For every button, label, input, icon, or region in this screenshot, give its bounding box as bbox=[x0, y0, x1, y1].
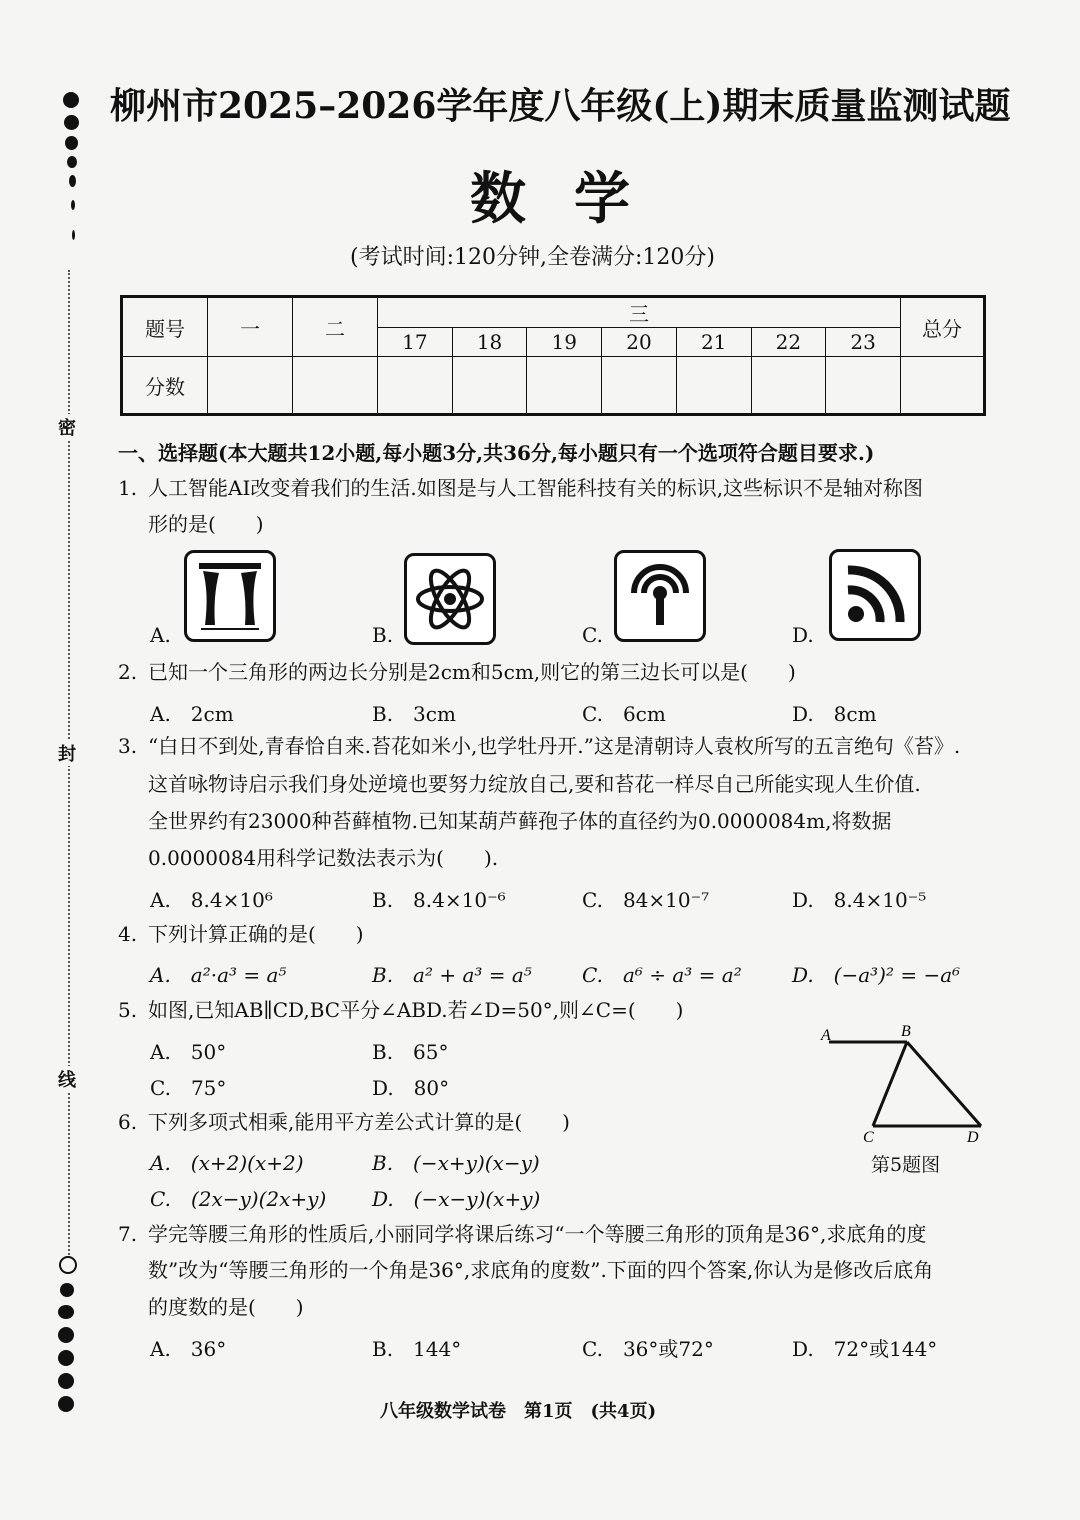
question-1-line2: 形的是( ) bbox=[148, 512, 264, 536]
question-text: 下列计算正确的是( ) bbox=[148, 922, 364, 946]
binding-dot bbox=[58, 1396, 74, 1412]
question-number: 6. bbox=[118, 1110, 138, 1134]
binding-dot bbox=[63, 92, 79, 108]
sub-col: 19 bbox=[527, 328, 602, 357]
q1-option-a-label: A. bbox=[150, 623, 171, 647]
binding-dot bbox=[58, 1305, 74, 1319]
point-a-label: A bbox=[821, 1027, 831, 1044]
option-d[interactable]: D. 80° bbox=[372, 1076, 450, 1100]
option-b[interactable]: B. 144° bbox=[372, 1337, 462, 1361]
option-c[interactable]: C. a⁶ ÷ a³ = a² bbox=[582, 963, 742, 987]
question-text: 已知一个三角形的两边长分别是2cm和5cm,则它的第三边长可以是( ) bbox=[148, 660, 796, 684]
question-3 bbox=[118, 732, 960, 760]
point-b-label: B bbox=[901, 1023, 911, 1040]
sub-col: 22 bbox=[751, 328, 826, 357]
option-a[interactable]: A. a²·a³ = a⁵ bbox=[150, 963, 287, 987]
score-cell[interactable] bbox=[452, 357, 527, 415]
binding-dot bbox=[69, 175, 76, 187]
option-a[interactable]: A. 36° bbox=[150, 1337, 227, 1361]
page-footer: 八年级数学试卷 第1页 (共4页) bbox=[380, 1401, 657, 1422]
question-number: 2. bbox=[118, 660, 138, 684]
sub-col: 20 bbox=[602, 328, 677, 357]
question-1 bbox=[118, 474, 923, 502]
question-number: 5. bbox=[118, 998, 138, 1022]
col-part-2: 二 bbox=[293, 297, 378, 357]
score-cell[interactable] bbox=[293, 357, 378, 415]
figure-caption: 第5题图 bbox=[871, 1154, 941, 1176]
line-bc bbox=[873, 1042, 907, 1126]
option-b[interactable]: B. (−x+y)(x−y) bbox=[372, 1151, 540, 1175]
option-b[interactable]: B. 65° bbox=[372, 1040, 449, 1064]
question-7-line3: 的度数的是( ) bbox=[148, 1295, 304, 1319]
question-number: 7. bbox=[118, 1222, 138, 1246]
question-number: 4. bbox=[118, 922, 138, 946]
option-b[interactable]: B. 3cm bbox=[372, 702, 456, 726]
question-3-line4: 0.0000084用科学记数法表示为( ). bbox=[148, 846, 499, 870]
sub-col: 21 bbox=[676, 328, 751, 357]
exam-info: (考试时间:120分钟,全卷满分:120分) bbox=[350, 245, 715, 270]
option-c[interactable]: C. 6cm bbox=[582, 702, 666, 726]
binding-dot bbox=[67, 156, 77, 168]
binding-dot bbox=[58, 1373, 74, 1389]
margin-char-mi: 密 bbox=[58, 414, 76, 440]
question-3-line2: 这首咏物诗启示我们身处逆境也要努力绽放自己,要和苔花一样尽自己所能实现人生价值. bbox=[148, 772, 921, 796]
option-a[interactable]: A. 50° bbox=[150, 1040, 227, 1064]
option-c[interactable]: C. 84×10⁻⁷ bbox=[582, 888, 710, 912]
option-c[interactable]: C. 75° bbox=[150, 1076, 227, 1100]
option-a[interactable]: A. (x+2)(x+2) bbox=[150, 1151, 304, 1175]
question-number: 3. bbox=[118, 734, 138, 758]
option-a[interactable]: A. 8.4×10⁶ bbox=[150, 888, 273, 912]
q1-option-c-label: C. bbox=[582, 623, 603, 647]
question-5 bbox=[118, 996, 683, 1024]
binding-dot bbox=[58, 1327, 74, 1343]
atom-icon[interactable] bbox=[404, 553, 496, 645]
question-4 bbox=[118, 920, 364, 948]
question-6 bbox=[118, 1108, 570, 1136]
option-d[interactable]: D. 72°或144° bbox=[792, 1337, 938, 1361]
question-7 bbox=[118, 1220, 926, 1248]
q5-figure bbox=[815, 1020, 995, 1180]
question-text: 下列多项式相乘,能用平方差公式计算的是( ) bbox=[148, 1110, 570, 1134]
margin-char-xian: 线 bbox=[58, 1066, 76, 1092]
question-2 bbox=[118, 658, 796, 686]
score-cell[interactable] bbox=[826, 357, 901, 415]
rss-icon[interactable] bbox=[829, 549, 921, 641]
question-7-line2: 数”改为“等腰三角形的一个角是36°,求底角的度数”.下面的四个答案,你认为是修改后底角 bbox=[148, 1258, 934, 1282]
binding-circle bbox=[59, 1256, 77, 1274]
binding-dot bbox=[65, 136, 78, 150]
score-cell[interactable] bbox=[751, 357, 826, 415]
q1-option-d-label: D. bbox=[792, 623, 814, 647]
curtain-icon[interactable] bbox=[184, 550, 276, 642]
question-number-label: 题号 bbox=[122, 297, 208, 357]
sub-col: 17 bbox=[378, 328, 453, 357]
q1-option-b-label: B. bbox=[372, 623, 394, 647]
option-a[interactable]: A. 2cm bbox=[150, 702, 234, 726]
score-cell[interactable] bbox=[602, 357, 677, 415]
score-cell[interactable] bbox=[901, 357, 985, 415]
question-number: 1. bbox=[118, 476, 138, 500]
margin-char-feng: 封 bbox=[58, 740, 76, 766]
score-cell[interactable] bbox=[676, 357, 751, 415]
binding-dot bbox=[60, 1283, 74, 1297]
option-c[interactable]: C. 36°或72° bbox=[582, 1337, 714, 1361]
binding-dot bbox=[71, 200, 75, 210]
subject-title: 数学 bbox=[470, 166, 678, 232]
point-d-label: D bbox=[967, 1129, 979, 1145]
option-d[interactable]: D. 8.4×10⁻⁵ bbox=[792, 888, 927, 912]
question-text: 学完等腰三角形的性质后,小丽同学将课后练习“一个等腰三角形的顶角是36°,求底角的度 bbox=[148, 1222, 927, 1246]
score-cell[interactable] bbox=[208, 357, 293, 415]
signal-broadcast-icon[interactable] bbox=[614, 550, 706, 642]
question-text: 如图,已知AB∥CD,BC平分∠ABD.若∠D=50°,则∠C=( ) bbox=[148, 998, 684, 1022]
score-cell[interactable] bbox=[527, 357, 602, 415]
score-label: 分数 bbox=[122, 357, 208, 415]
point-c-label: C bbox=[863, 1129, 874, 1145]
option-d[interactable]: D. (−x−y)(x+y) bbox=[372, 1187, 541, 1211]
col-part-3: 三 bbox=[378, 297, 901, 328]
score-table bbox=[120, 295, 986, 416]
option-d[interactable]: D. (−a³)² = −a⁶ bbox=[792, 963, 961, 987]
option-b[interactable]: B. 8.4×10⁻⁶ bbox=[372, 888, 506, 912]
section-heading: 一、选择题(本大题共12小题,每小题3分,共36分,每小题只有一个选项符合题目要求.) bbox=[118, 441, 875, 465]
line-bd bbox=[907, 1042, 981, 1126]
sub-col: 18 bbox=[452, 328, 527, 357]
question-text: “白日不到处,青春恰自来.苔花如米小,也学牡丹开.”这是清朝诗人袁枚所写的五言绝句《苔》. bbox=[148, 734, 961, 758]
question-3-line3: 全世界约有23000种苔藓植物.已知某葫芦藓孢子体的直径约为0.0000084m,将数据 bbox=[148, 809, 892, 833]
question-text: 人工智能AI改变着我们的生活.如图是与人工智能科技有关的标识,这些标识不是轴对称图 bbox=[148, 476, 924, 500]
binding-dot bbox=[72, 230, 75, 240]
option-c[interactable]: C. (2x−y)(2x+y) bbox=[150, 1187, 327, 1211]
binding-dot bbox=[64, 115, 79, 130]
option-d[interactable]: D. 8cm bbox=[792, 702, 877, 726]
sub-col: 23 bbox=[826, 328, 901, 357]
option-b[interactable]: B. a² + a³ = a⁵ bbox=[372, 963, 532, 987]
score-cell[interactable] bbox=[378, 357, 453, 415]
exam-title: 柳州市2025–2026学年度八年级(上)期末质量监测试题 bbox=[110, 85, 1011, 127]
binding-dot bbox=[58, 1350, 74, 1366]
total-score-label: 总分 bbox=[901, 297, 985, 357]
col-part-1: 一 bbox=[208, 297, 293, 357]
